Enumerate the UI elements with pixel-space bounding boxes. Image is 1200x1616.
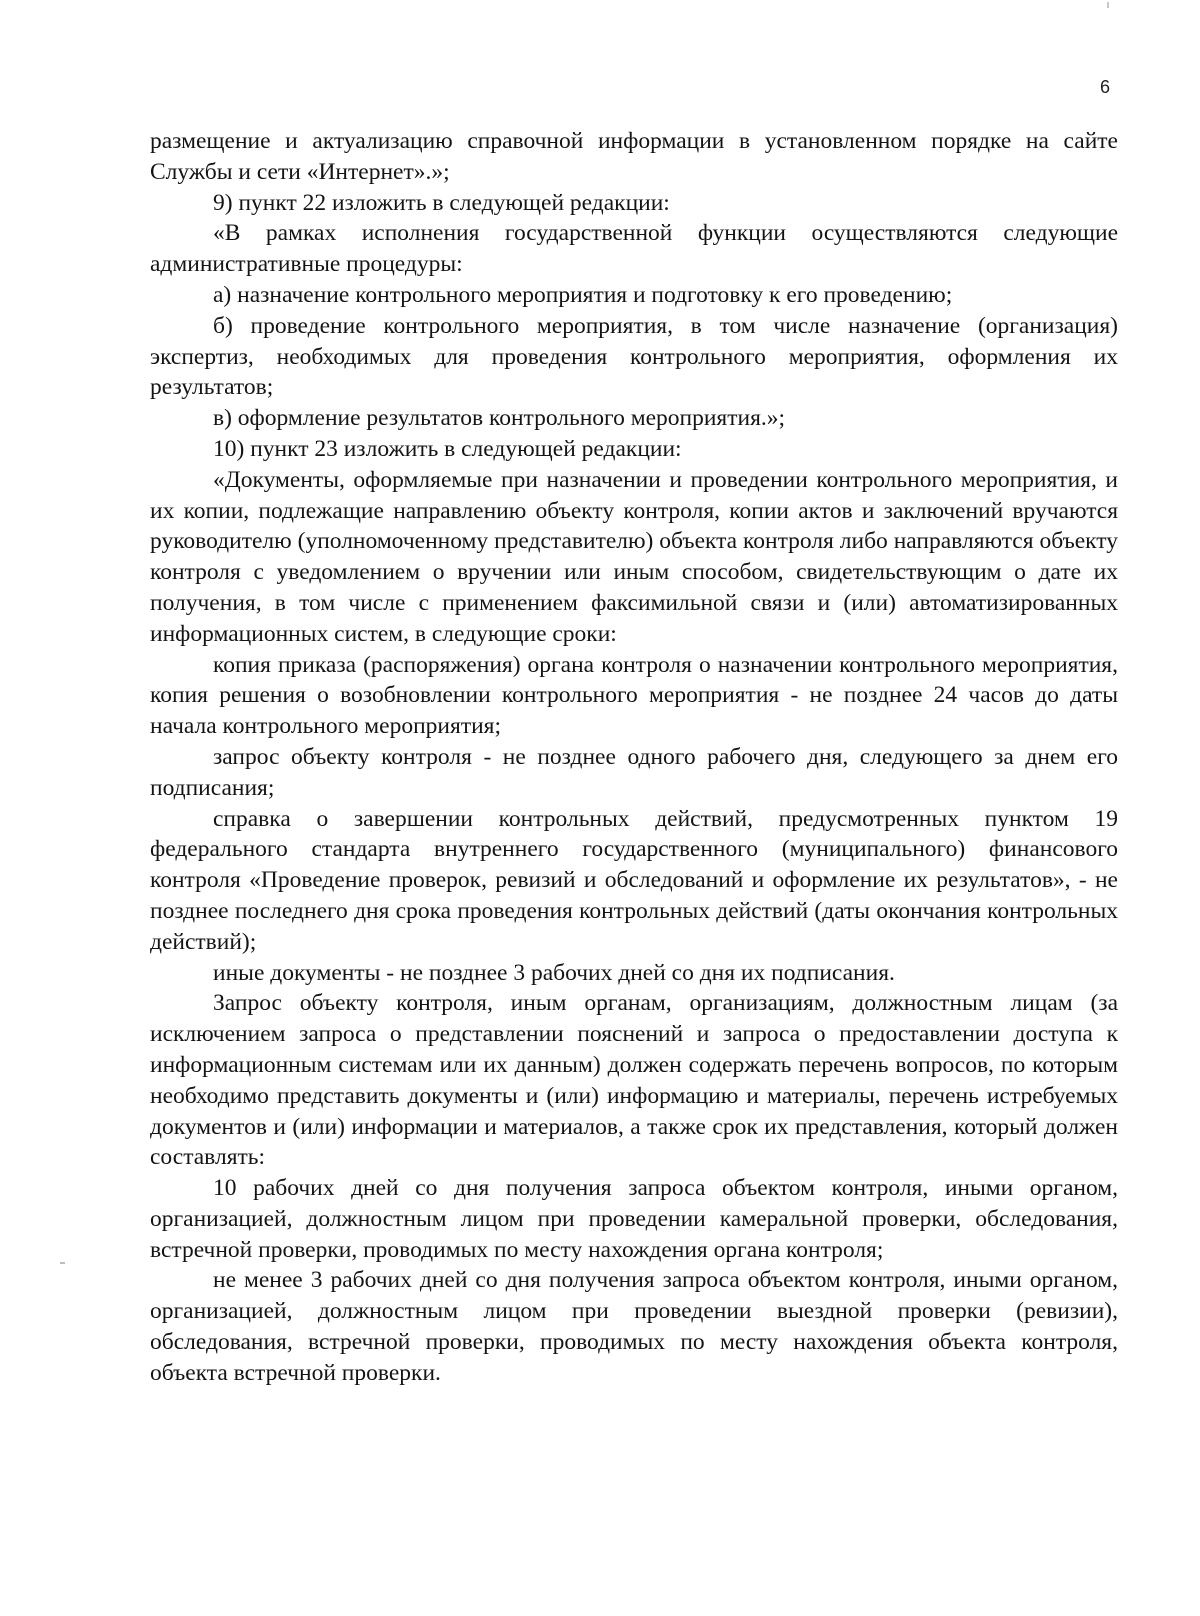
paragraph-other-documents: иные документы - не позднее 3 рабочих дней со дня их подписания. [213, 959, 895, 986]
document-body [150, 126, 1118, 1389]
page-number: 6 [1100, 77, 1111, 97]
paragraph-item-10: 10) пункт 23 изложить в следующей редакции: [213, 435, 682, 462]
paragraph-request: запрос объекту контроля - не позднее одного рабочего дня, следующего за днем его подписания; [150, 743, 1118, 801]
scan-artifact-mark [1107, 2, 1109, 8]
paragraph-order-copy: копия приказа (распоряжения) органа контроля о назначении контрольного мероприятия, копия решения о возобновлении контрольного мероприятия - не позднее 24 часов до даты начала контрольного мероприятия; [150, 651, 1118, 740]
paragraph-item-9: 9) пункт 22 изложить в следующей редакции: [213, 189, 670, 216]
scan-artifact-mark [60, 1262, 65, 1264]
paragraph-quote-start: «В рамках исполнения государственной функции осуществляются следующие административные процедуры: [150, 220, 1118, 278]
paragraph-deadline-3-days: не менее 3 рабочих дней со дня получения запроса объектом контроля, иными органом, организацией, должностным лицом при проведении выездной проверки (ревизии), обследования, встречной проверки, проводимых по месту нахождения объекта контроля, объекта встречной проверки. [150, 1267, 1118, 1386]
paragraph-documents: «Документы, оформляемые при назначении и проведении контрольного мероприятия, и их копии, подлежащие направлению объекту контроля, копии актов и заключений вручаются руководителю (уполномоченному представителю) объекта контроля либо направляются объекту контроля с уведомлением о вручении или иным способом, свидетельствующим о дате их получения, в том числе с применением факсимильной связи и (или) автоматизированных информационных систем, в следующие сроки: [150, 466, 1118, 647]
paragraph-continuation: размещение и актуализацию справочной информации в установленном порядке на сайте Службы и сети «Интернет».»; [150, 128, 1118, 185]
paragraph-subitem-v: в) оформление результатов контрольного мероприятия.»; [213, 405, 786, 432]
paragraph-request-contents: Запрос объекту контроля, иным органам, организациям, должностным лицам (за исключением запроса о представлении пояснений и запроса о предоставлении доступа к информационным системам или их данным) должен содержать перечень вопросов, по которым необходимо представить документы и (или) информацию и материалы, перечень истребуемых документов и (или) информации и материалов, а также срок их представления, который должен составлять: [150, 990, 1118, 1171]
paragraph-subitem-a: а) назначение контрольного мероприятия и подготовку к его проведению; [213, 281, 953, 308]
paragraph-certificate: справка о завершении контрольных действий, предусмотренных пунктом 19 федерального стандарта внутреннего государственного (муниципального) финансового контроля «Проведение проверок, ревизий и обследований и оформление их результатов», - не позднее последнего дня срока проведения контрольных действий (даты окончания контрольных действий); [150, 805, 1118, 955]
paragraph-deadline-10-days: 10 рабочих дней со дня получения запроса объектом контроля, иными органом, организацией, должностным лицом при проведении камеральной проверки, обследования, встречной проверки, проводимых по месту нахождения органа контроля; [150, 1175, 1118, 1263]
paragraph-subitem-b: б) проведение контрольного мероприятия, в том числе назначение (организация) экспертиз, необходимых для проведения контрольного мероприятия, оформления их результатов; [150, 312, 1118, 401]
